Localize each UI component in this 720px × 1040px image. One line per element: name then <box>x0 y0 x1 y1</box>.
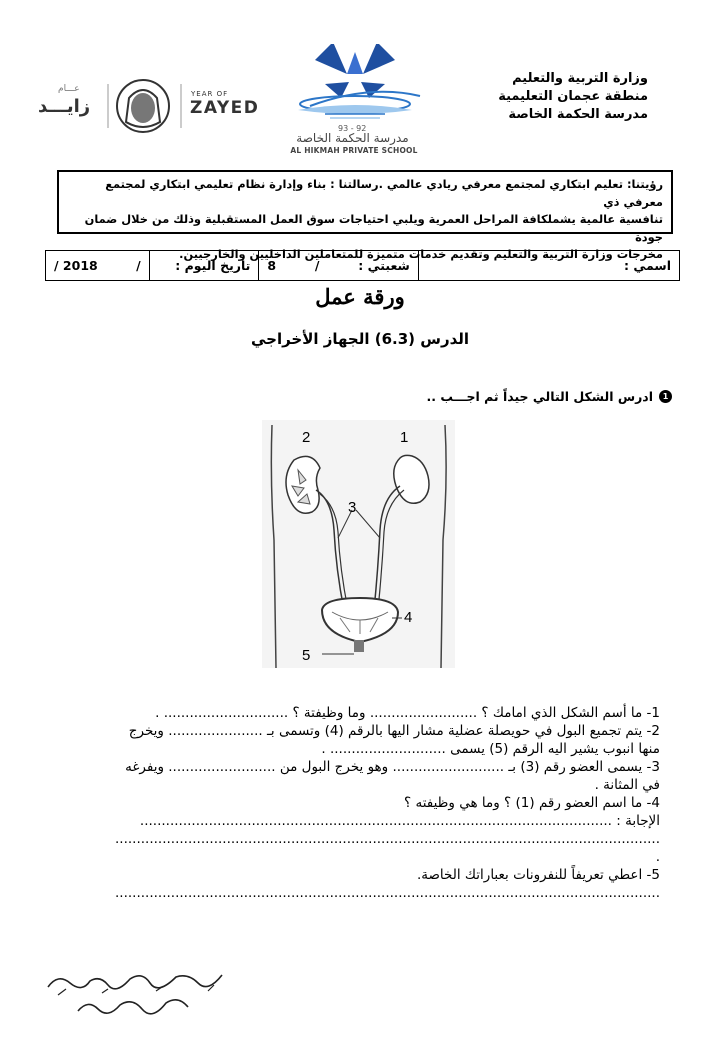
class-field[interactable] <box>258 251 418 280</box>
question-line: 5- اعطي تعريفاً للنفرونات بعباراتك الخاصة. <box>416 867 660 883</box>
question-line: 1- ما أسم الشكل الذي امامك ؟ ......................... وما وظيفتة ؟ ............................. . <box>155 705 660 721</box>
question-line: في المثانة . <box>594 777 660 793</box>
answer-line[interactable]: الإجابة : .............................................................................................................. <box>139 813 660 829</box>
year-value: 2018 / <box>54 258 98 273</box>
urinary-system-diagram <box>262 420 455 668</box>
vision-mission-box <box>57 170 673 261</box>
school-name-en: AL HIKMAH PRIVATE SCHOOL <box>290 146 418 155</box>
date-field[interactable] <box>46 251 149 280</box>
ministry-header <box>428 70 648 124</box>
year-of-zayed-logo <box>36 78 266 138</box>
zayed-ar-small: عـــام <box>58 84 80 94</box>
name-label: اسمي : <box>624 258 671 273</box>
question-1-text: ادرس الشكل التالي جيداً ثم اجـــب .. <box>426 389 653 404</box>
class-label: شعبتي : <box>358 258 410 273</box>
vision-line: مخرجات وزارة التربية والتعليم وتقديم خدمات متميزة للمتعاملين الداخليين والخارجيين. <box>179 247 663 261</box>
school-name-ar: مدرسة الحكمة الخاصة <box>296 131 409 145</box>
question-line: 4- ما اسم العضو رقم (1) ؟ وما هي وظيفته ؟ <box>404 795 660 811</box>
zayed-en-top: YEAR OF <box>191 90 229 98</box>
diagram-label-1: 1 <box>400 429 409 446</box>
diagram-label-3: 3 <box>348 499 357 516</box>
diagram-label-2: 2 <box>302 429 311 446</box>
ministry-line: مدرسة الحكمة الخاصة <box>508 107 648 122</box>
vision-line: تنافسية عالمية يشملكافة المراحل العمرية ويلبي احتياجات سوق العمل المستقبلية وذلك من خلال ضمان جودة <box>84 212 663 244</box>
date-label: تاريخ اليوم : <box>175 258 251 273</box>
vision-line: رؤيتنا: تعليم ابتكاري لمجتمع معرفي ريادي عالمي .رسالتنا : بناء وإدارة نظام تعليمي ابتكاري لمجتمع معرفي ذي <box>105 177 663 209</box>
school-number: 93 - 92 <box>338 124 367 133</box>
answer-line[interactable]: ............................................................................................................................... <box>115 831 660 847</box>
answer-line[interactable]: ............................................................................................................................... <box>115 885 660 901</box>
class-separator: / <box>314 258 320 273</box>
diagram-label-5: 5 <box>302 647 311 664</box>
ministry-line: منطقة عجمان التعليمية <box>498 89 648 104</box>
class-value: 8 <box>267 258 277 273</box>
diagram-label-4: 4 <box>404 609 413 626</box>
student-info-row <box>45 250 680 281</box>
ministry-line: وزارة التربية والتعليم <box>512 71 648 86</box>
teacher-signature <box>38 965 228 1025</box>
zayed-ar-main: زايـــد <box>38 96 91 117</box>
lesson-subtitle: الدرس (6.3) الجهاز الأخراجي <box>250 330 470 348</box>
question-line: 3- يسمى العضو رقم (3) بـ .......................... وهو يخرج البول من ......................... ويفرغه <box>125 759 660 775</box>
questions-section <box>60 704 660 902</box>
question-number-badge: 1 <box>659 390 672 403</box>
question-1-header <box>427 389 672 404</box>
question-line: 2- يتم تجميع البول في حويصلة عضلية مشار اليها بالرقم (4) وتسمى بـ ...................... ويخرج <box>128 723 660 739</box>
date-separator: / <box>136 258 141 273</box>
name-field[interactable] <box>418 251 679 280</box>
page-title: ورقة عمل <box>315 284 405 309</box>
question-line: . <box>655 849 660 865</box>
zayed-en-main: ZAYED <box>190 98 260 118</box>
question-line: منها انبوب يشير اليه الرقم (5) يسمى ........................... . <box>321 741 660 757</box>
date-label-cell <box>149 251 259 280</box>
